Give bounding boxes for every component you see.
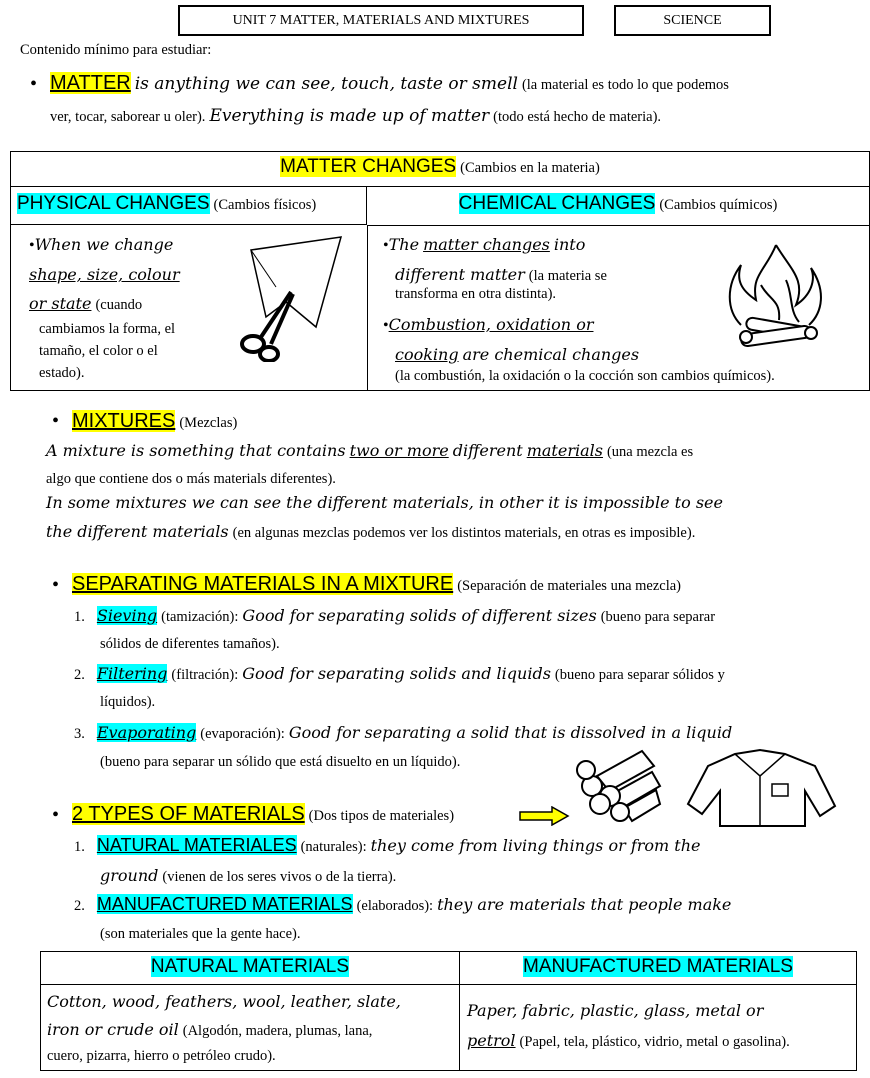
- bullet: •: [52, 410, 60, 432]
- separating-heading: SEPARATING MATERIALS IN A MIXTURE (Separación de materiales una mezcla): [72, 573, 682, 595]
- chemical-content: •The matter changes into different matter (la materia se: [383, 235, 607, 284]
- mixtures-p1-line1: A mixture is something that contains two or more different materials (una mezcla es: [46, 441, 694, 460]
- matter-line2: ver, tocar, saborear u oler). Everything is made up of matter (todo está hecho de materia).: [50, 106, 662, 126]
- matter-changes-table: MATTER CHANGES (Cambios en la materia) PHYSICAL CHANGES (Cambios físicos) CHEMICAL CHANGES (Cambios químicos) •When we change shape, size, colour or state (cuando cambiamos la forma, el tamaño, el color o el estado). •The matter changes into different matter (la materia se transforma en otra distinta). •Combustion, oxidation or cooking are chemical changes (la combustión, la oxidación o la cocción son cambios químicos).: [10, 151, 870, 391]
- logs-icon: [572, 746, 662, 826]
- mixtures-p2-line2: the different materials (en algunas mezclas podemos ver los distintos materials, en otras es imposible).: [46, 522, 696, 541]
- unit-title: UNIT 7 MATTER, MATERIALS AND MIXTURES: [232, 13, 530, 28]
- arrow-right-icon: [518, 806, 570, 826]
- natural-heading-cell: [41, 952, 460, 985]
- list-item: 3. Evaporating (evaporación): Good for separating a solid that is dissolved in a liquid: [74, 723, 733, 742]
- subject-box: [614, 5, 771, 36]
- matter-changes-title-row: MATTER CHANGES (Cambios en la materia): [11, 152, 869, 187]
- list-item-cont: ground (vienen de los seres vivos o de la tierra).: [100, 866, 397, 885]
- physical-content-es: cambiamos la forma, el tamaño, el color o el estado).: [39, 321, 176, 381]
- chemical-heading: CHEMICAL CHANGES: [458, 193, 656, 214]
- physical-heading-cell: PHYSICAL CHANGES (Cambios físicos): [11, 187, 367, 225]
- types-heading: 2 TYPES OF MATERIALS (Dos tipos de materiales): [72, 803, 455, 825]
- natural-content: Cotton, wood, feathers, wool, leather, slate, iron or crude oil (Algodón, madera, plumas, lana, cuero, pizarra, hierro o petróleo crudo).: [47, 992, 401, 1064]
- manufactured-content: Paper, fabric, plastic, glass, metal or petrol (Papel, tela, plástico, vidrio, metal o gasolina).: [467, 1001, 790, 1050]
- physical-content: •When we change shape, size, colour or state (cuando: [29, 235, 180, 313]
- fire-icon: [711, 240, 841, 355]
- bullet: •: [30, 73, 38, 95]
- matter-line1: MATTER is anything we can see, touch, taste or smell (la material es todo lo que podemos: [50, 72, 729, 94]
- matter-changes-title: MATTER CHANGES: [280, 156, 457, 177]
- list-item: 1. NATURAL MATERIALES (naturales): they come from living things or from the: [74, 835, 701, 855]
- table-divider: [459, 985, 460, 1070]
- mixtures-term: MIXTURES: [72, 410, 176, 432]
- mixtures-p2-line1: In some mixtures we can see the different materials, in other it is impossible to see: [46, 493, 723, 512]
- table-divider: [367, 226, 368, 390]
- manufactured-heading-cell: [460, 952, 856, 985]
- bullet: •: [52, 804, 60, 826]
- natural-heading: NATURAL MATERIALS: [150, 956, 350, 977]
- manufactured-heading: MANUFACTURED MATERIALS: [523, 956, 793, 977]
- subject-title: SCIENCE: [663, 13, 722, 28]
- mixtures-heading: MIXTURES (Mezclas): [72, 410, 238, 432]
- intro-text: Contenido mínimo para estudiar:: [20, 42, 212, 58]
- types-term: 2 TYPES OF MATERIALS: [72, 803, 305, 825]
- chemical-content-2: •Combustion, oxidation or cooking are chemical changes: [383, 315, 640, 364]
- physical-heading: PHYSICAL CHANGES: [17, 193, 210, 214]
- unit-title-box: [178, 5, 584, 36]
- matter-term: MATTER: [50, 72, 131, 94]
- materials-table: [40, 951, 857, 1071]
- jacket-icon: [680, 746, 840, 831]
- chemical-heading-cell: CHEMICAL CHANGES (Cambios químicos): [367, 187, 869, 226]
- list-item: 2. Filtering (filtración): Good for separating solids and liquids (bueno para separar sólidos y: [74, 664, 725, 683]
- bullet: •: [52, 574, 60, 596]
- list-item: 1. Sieving (tamización): Good for separating solids of different sizes (bueno para separar: [74, 606, 716, 625]
- list-item: 2. MANUFACTURED MATERIALS (elaborados): they are materials that people make: [74, 894, 732, 914]
- scissors-paper-icon: [231, 232, 361, 362]
- separating-term: SEPARATING MATERIALS IN A MIXTURE: [72, 573, 454, 595]
